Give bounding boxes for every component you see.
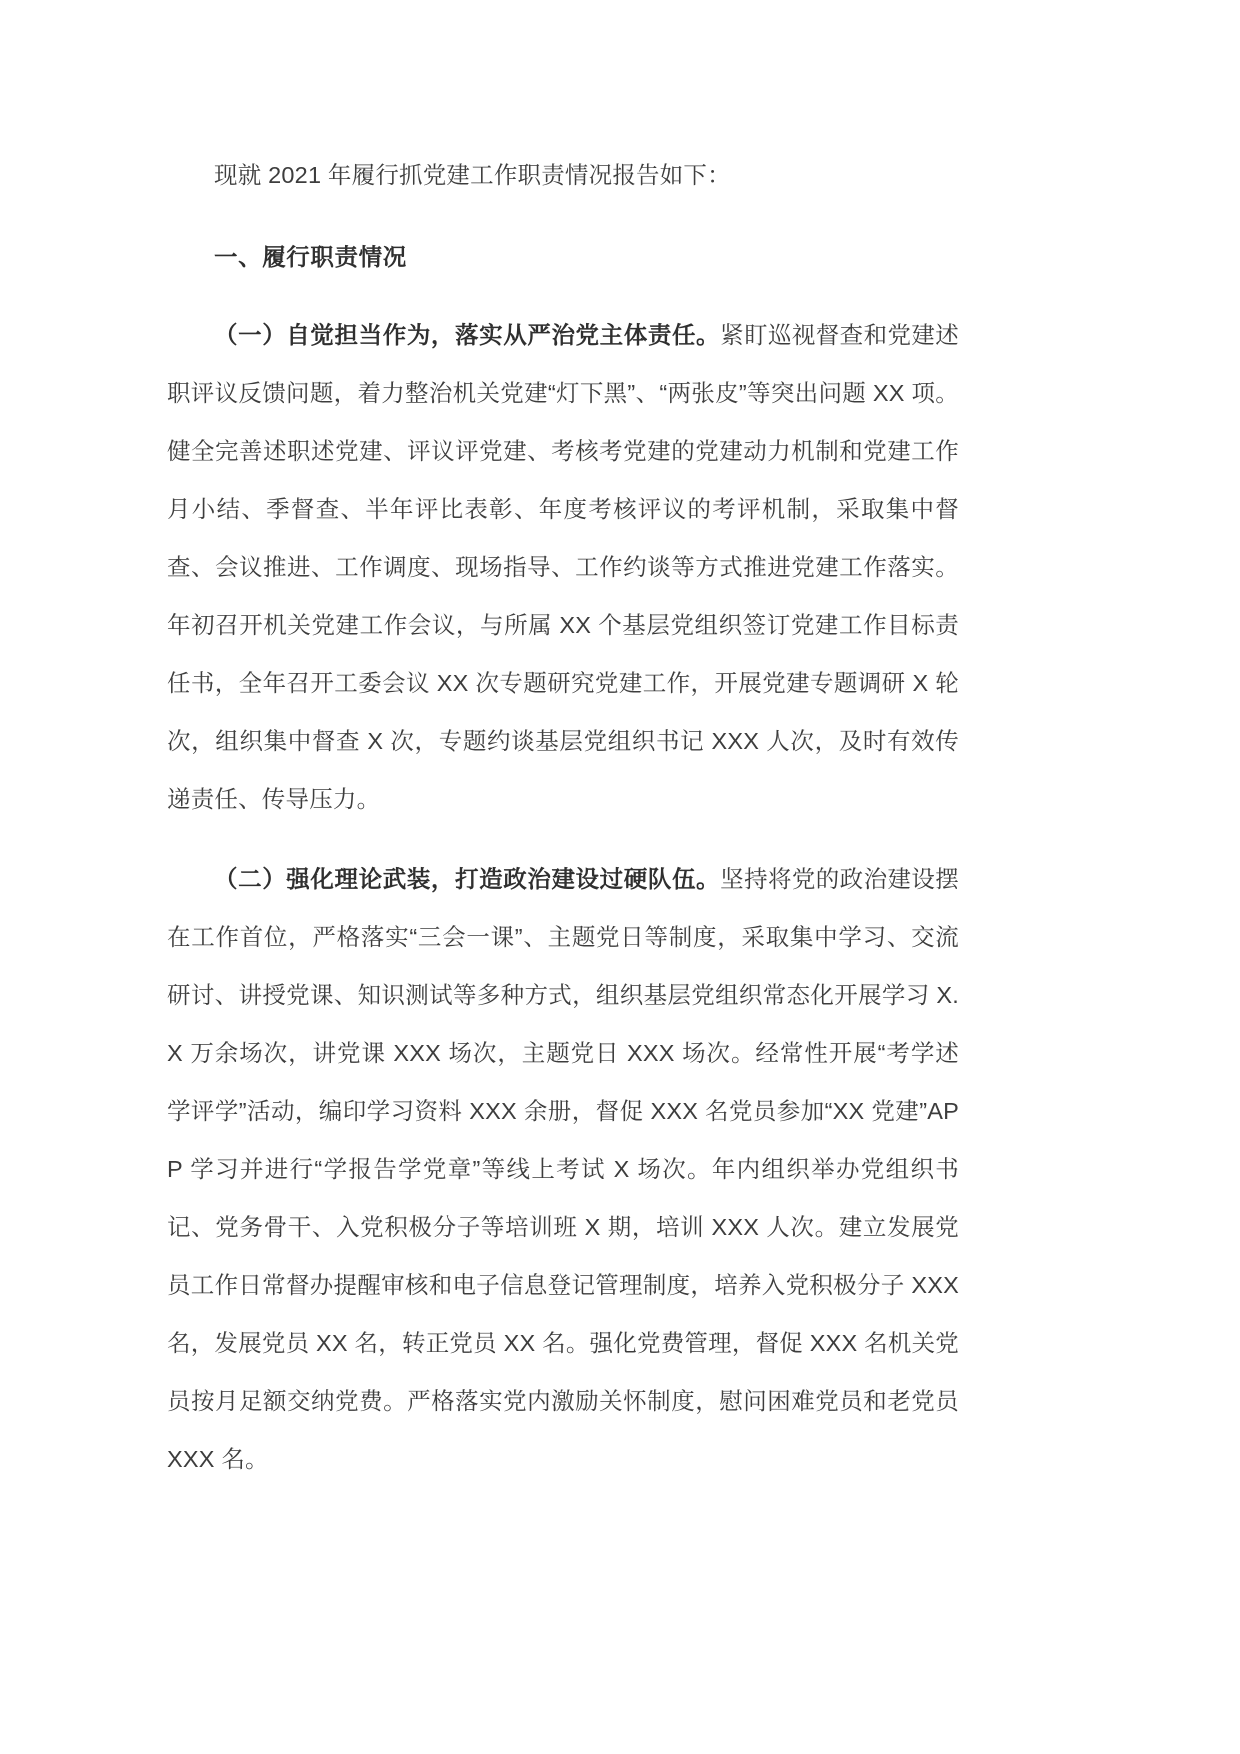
document-body [167, 146, 959, 1496]
section-heading-1: 一、履行职责情况 [214, 244, 407, 270]
spacer [167, 836, 959, 850]
subsection-paragraph-2 [167, 850, 959, 1488]
subsection-body-2: 坚持将党的政治建设摆在工作首位，严格落实“三会一课”、主题党日等制度，采取集中学习、交流研讨、讲授党课、知识测试等多种方式，组织基层党组织常态化开展学习 X.X 万余场次，讲党课 XXX 场次，主题党日 XXX 场次。经常性开展“考学述学评学”活动，编印学习资料 XXX 余册，督促 XXX 名党员参加“XX 党建”APP 学习并进行“学报告学党章”等线上考试 X 场次。年内组织举办党组织书记、党务骨干、入党积极分子等培训班 X 期，培训 XXX 人次。建立发展党员工作日常督办提醒审核和电子信息登记管理制度，培养入党积极分子 XXX 名，发展党员 XX 名，转正党员 XX 名。强化党费管理，督促 XXX 名机关党员按月足额交纳党费。严格落实党内激励关怀制度，慰问困难党员和老党员 XXX 名。 [167, 866, 959, 1472]
intro-paragraph: 现就 2021 年履行抓党建工作职责情况报告如下： [214, 162, 731, 188]
subsection-lead-1: （一）自觉担当作为，落实从严治党主体责任。 [214, 322, 721, 348]
subsection-body-1: 紧盯巡视督查和党建述职评议反馈问题，着力整治机关党建“灯下黑”、“两张皮”等突出问题 XX 项。健全完善述职述党建、评议评党建、考核考党建的党建动力机制和党建工作月小结、季督查、半年评比表彰、年度考核评议的考评机制，采取集中督查、会议推进、工作调度、现场指导、工作约谈等方式推进党建工作落实。年初召开机关党建工作会议，与所属 XX 个基层党组织签订党建工作目标责任书，全年召开工委会议 XX 次专题研究党建工作，开展党建专题调研 X 轮次，组织集中督查 X 次，专题约谈基层党组织书记 XXX 人次，及时有效传递责任、传导压力。 [167, 322, 959, 812]
spacer [167, 292, 959, 306]
spacer [167, 214, 959, 228]
subsection-lead-2: （二）强化理论武装，打造政治建设过硬队伍。 [214, 866, 721, 892]
subsection-paragraph-1 [167, 306, 959, 828]
